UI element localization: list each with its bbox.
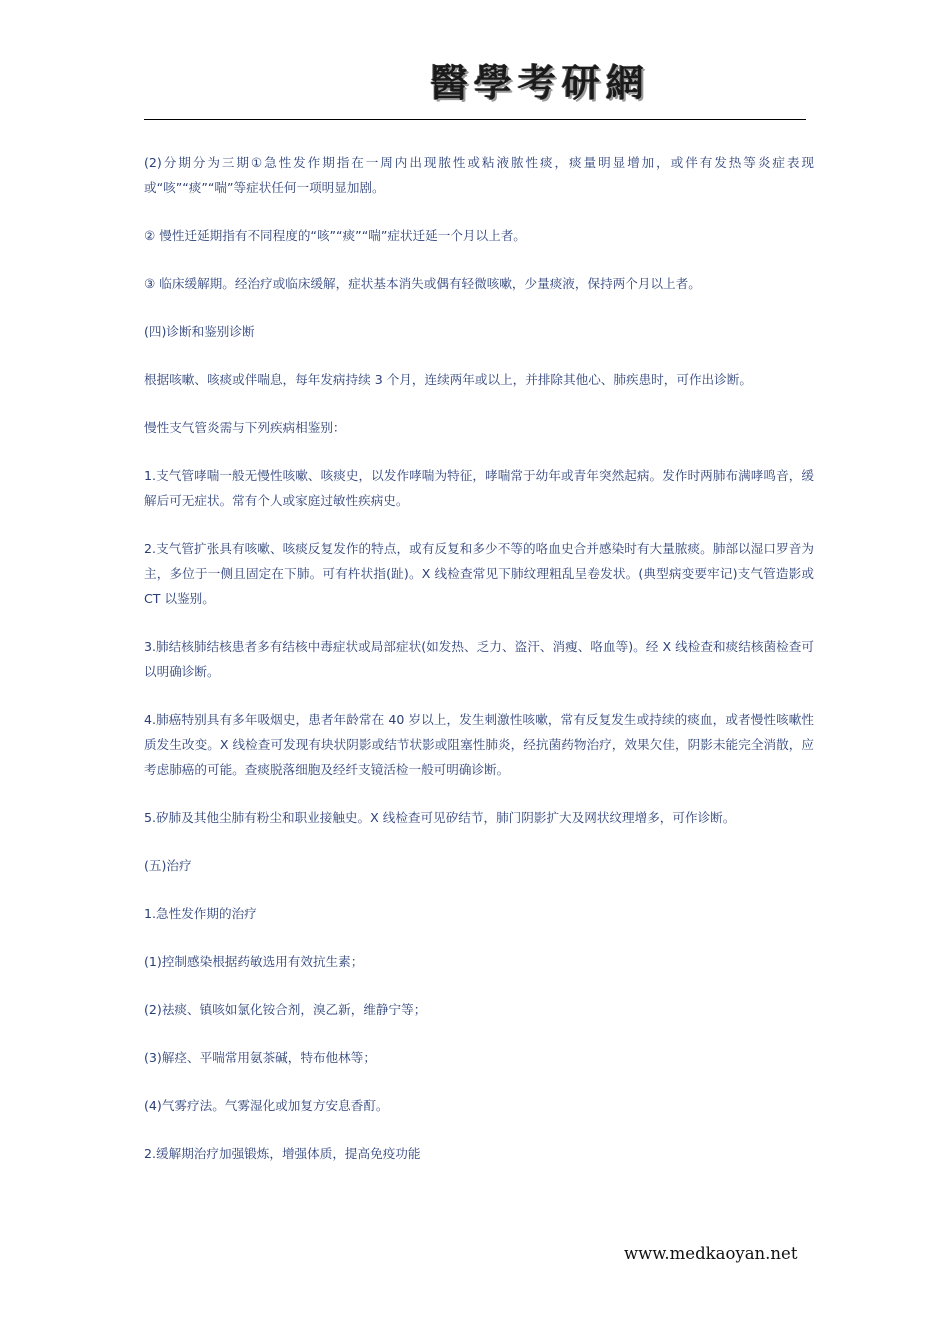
paragraph-staging-remission: ③ 临床缓解期。经治疗或临床缓解，症状基本消失或偶有轻微咳嗽，少量痰液，保持两个月以上者。 (144, 276, 701, 291)
section-heading-treatment: (五)治疗 (144, 858, 192, 873)
paragraph-treatment-antispasmodic: (3)解痉、平喘常用氨茶碱，特布他林等； (144, 1050, 376, 1065)
paragraph-staging-chronic: ② 慢性迁延期指有不同程度的“咳”“痰”“喘”症状迁延一个月以上者。 (144, 228, 526, 243)
paragraph-differential-asthma: 1.支气管哮喘一般无慢性咳嗽、咳痰史，以发作哮喘为特征，哮喘常于幼年或青年突然起病。发作时两肺布满哮鸣音，缓解后可无症状。常有个人或家庭过敏性疾病史。 (144, 468, 814, 508)
page-header (0, 0, 950, 122)
paragraph-staging-acute: (2)分期分为三期①急性发作期指在一周内出现脓性或粘液脓性痰，痰量明显增加，或伴有发热等炎症表现或“咳”“痰”“喘”等症状任何一项明显加剧。 (144, 155, 814, 195)
paragraph-differential-tuberculosis: 3.肺结核肺结核患者多有结核中毒症状或局部症状(如发热、乏力、盗汗、消瘦、咯血等)。经 X 线检查和痰结核菌检查可以明确诊断。 (144, 639, 814, 679)
paragraph-diagnosis-criteria: 根据咳嗽、咳痰或伴喘息，每年发病持续 3 个月，连续两年或以上，并排除其他心、肺疾患时，可作出诊断。 (144, 372, 752, 387)
header-divider (144, 119, 806, 120)
paragraph-treatment-expectorant: (2)祛痰、镇咳如氯化铵合剂，溴乙新，维静宁等； (144, 1002, 427, 1017)
paragraph-differential-intro: 慢性支气管炎需与下列疾病相鉴别： (144, 420, 346, 435)
paragraph-differential-bronchiectasis: 2.支气管扩张具有咳嗽、咳痰反复发作的特点，或有反复和多少不等的咯血史合并感染时有大量脓痰。肺部以湿口罗音为主，多位于一侧且固定在下肺。可有杵状指(趾)。X 线检查常见下肺纹理粗乱呈卷发状。(典型病变要牢记)支气管造影或 CT 以鉴别。 (144, 541, 814, 606)
paragraph-treatment-acute-heading: 1.急性发作期的治疗 (144, 906, 257, 921)
paragraph-treatment-remission: 2.缓解期治疗加强锻炼，增强体质，提高免疫功能 (144, 1146, 421, 1161)
site-logo: 醫學考研網 (430, 60, 651, 105)
paragraph-treatment-infection: (1)控制感染根据药敏选用有效抗生素； (144, 954, 364, 969)
paragraph-differential-silicosis: 5.矽肺及其他尘肺有粉尘和职业接触史。X 线检查可见矽结节，肺门阴影扩大及网状纹理增多，可作诊断。 (144, 810, 736, 825)
section-heading-diagnosis: (四)诊断和鉴别诊断 (144, 324, 255, 339)
paragraph-treatment-aerosol: (4)气雾疗法。气雾湿化或加复方安息香酊。 (144, 1098, 389, 1113)
footer-website-url[interactable]: www.medkaoyan.net (624, 1244, 798, 1263)
document-body (144, 150, 814, 1189)
paragraph-differential-lung-cancer: 4.肺癌特别具有多年吸烟史，患者年龄常在 40 岁以上，发生刺激性咳嗽，常有反复发生或持续的痰血，或者慢性咳嗽性质发生改变。X 线检查可发现有块状阴影或结节状影或阻塞性肺炎，经抗菌药物治疗，效果欠佳，阴影未能完全消散，应考虑肺癌的可能。查痰脱落细胞及经纤支镜活检一般可明确诊断。 (144, 712, 814, 777)
